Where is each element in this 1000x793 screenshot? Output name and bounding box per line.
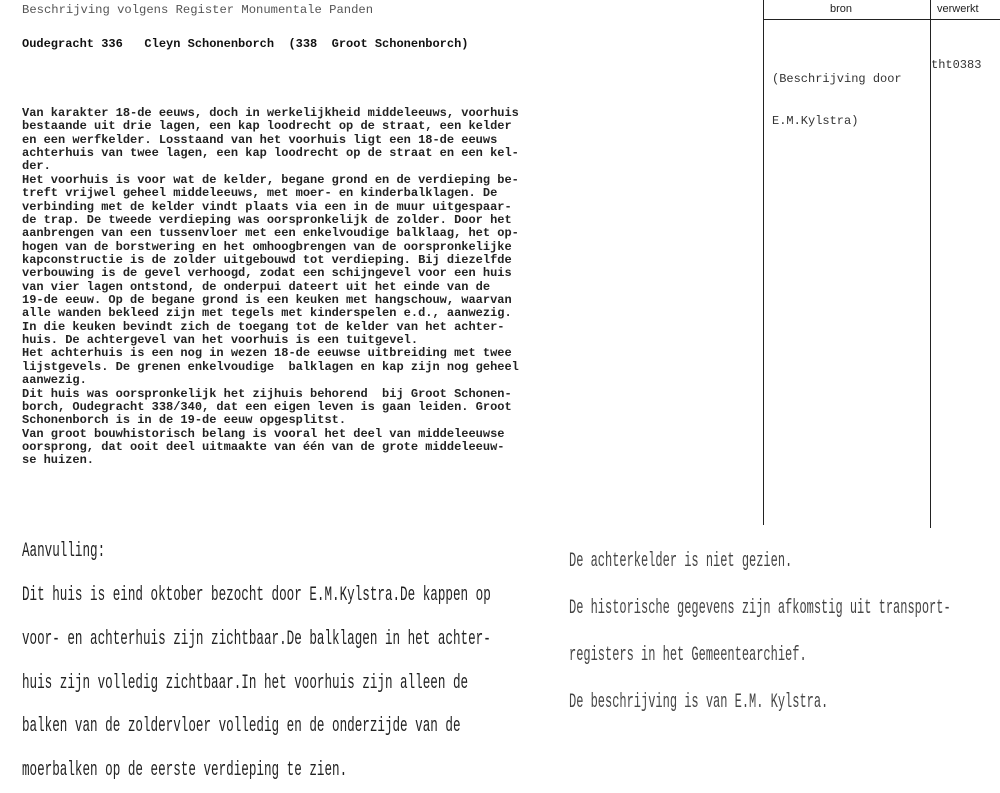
description-line: Van groot bouwhistorisch belang is vooral het deel van middeleeuwse [22,426,505,441]
description-line: bestaande uit drie lagen, een kap loodrecht op de straat, een kelder [22,119,512,134]
bron-line: E.M.Kylstra) [772,114,859,128]
bron-line: (Beschrijving door [772,72,902,86]
description-line: van vier lagen ontstond, de onderpui dateert uit het einde van de [22,279,491,294]
note-line: registers in het Gemeentearchief. [569,643,807,667]
description-line: alle wanden bekleed zijn met tegels met kinderspelen e.d., aanwezig. [22,306,512,321]
aanvulling-line: balken van de zoldervloer volledig en de onderzijde van de [22,715,461,739]
description-line: oorsprong, dat ooit deel uitmaakte van één van de grote middeleeuw- [22,439,505,454]
aanvulling-heading: Aanvulling: [22,540,106,564]
description-line: borch, Oudegracht 338/340, dat een eigen leven is gaan leiden. Groot [22,399,512,414]
description-line: de trap. De tweede verdieping was oorspronkelijk de zolder. Door het [22,212,512,227]
description-line: In die keuken bevindt zich de toegang tot de kelder van het achter- [22,319,505,334]
description-line: Schonenborch is in de 19-de eeuw opgesplitst. [22,413,347,428]
column-header-verwerkt: verwerkt [937,3,979,15]
aanvulling-line: moerbalken op de eerste verdieping te zien. [22,759,348,783]
description-line: en een werfkelder. Losstaand van het voorhuis ligt een 18-de eeuws [22,132,498,147]
description-line: kapconstructie is de zolder uitgebouwd tot verdieping. Bij diezelfde [22,252,512,267]
description-line: hogen van de borstwering en het omhoogbrengen van de oorspronkelijke [22,239,512,254]
description-line: verbinding met de kelder vindt plaats via een in de muur uitgespaar- [22,199,512,214]
description-line: der. [22,159,51,174]
table-header-rule [763,19,1000,20]
note-line: De historische gegevens zijn afkomstig uit transport- [569,596,951,620]
description-line: treft vrijwel geheel middeleeuws, met moer- en kinderbalklagen. De [22,186,498,201]
aanvulling-line: Dit huis is eind oktober bezocht door E.M.Kylstra.De kappen op [22,583,491,607]
description-line: huis. De achtergevel van het voorhuis is een tuitgevel. [22,333,419,348]
description-line: verbouwing is de gevel verhoogd, zodat een schijngevel voor een huis [22,266,512,281]
description-line: aanbrengen van een tussenvloer met een enkelvoudige balklaag, het op- [22,226,519,241]
bron-cell [772,44,902,142]
description-line: lijstgevels. De grenen enkelvoudige balklagen en kap zijn nog geheel [22,359,519,374]
table-divider-middle [930,0,931,528]
document-title: Beschrijving volgens Register Monumentale Panden [22,3,374,17]
note-line: De beschrijving is van E.M. Kylstra. [569,690,829,714]
description-line: Het voorhuis is voor wat de kelder, begane grond en de verdieping be- [22,172,519,187]
address-line: Oudegracht 336 Cleyn Schonenborch (338 Groot Schonenborch) [22,37,469,51]
aanvulling-section [22,516,491,793]
description-line: aanwezig. [22,373,87,388]
description-text [22,107,519,468]
description-line: se huizen. [22,453,95,468]
aanvulling-line: huis zijn volledig zichtbaar.In het voorhuis zijn alleen de [22,671,469,695]
description-line: Het achterhuis is een nog in wezen 18-de eeuwse uitbreiding met twee [22,346,512,361]
table-divider-left [763,0,764,525]
notes-section [569,523,951,726]
aanvulling-line: voor- en achterhuis zijn zichtbaar.De balklagen in het achter- [22,627,491,651]
description-line: Dit huis was oorspronkelijk het zijhuis behorend bij Groot Schonen- [22,386,512,401]
note-line: De achterkelder is niet gezien. [569,550,793,574]
description-line: 19-de eeuw. Op de begane grond is een keuken met hangschouw, waarvan [22,293,512,308]
description-line: achterhuis van twee lagen, een kap loodrecht op de straat en een kel- [22,146,519,161]
verwerkt-cell: tht0383 [931,58,982,72]
column-header-bron: bron [830,3,853,15]
description-line: Van karakter 18-de eeuws, doch in werkelijkheid middeleeuws, voorhuis [22,106,519,120]
